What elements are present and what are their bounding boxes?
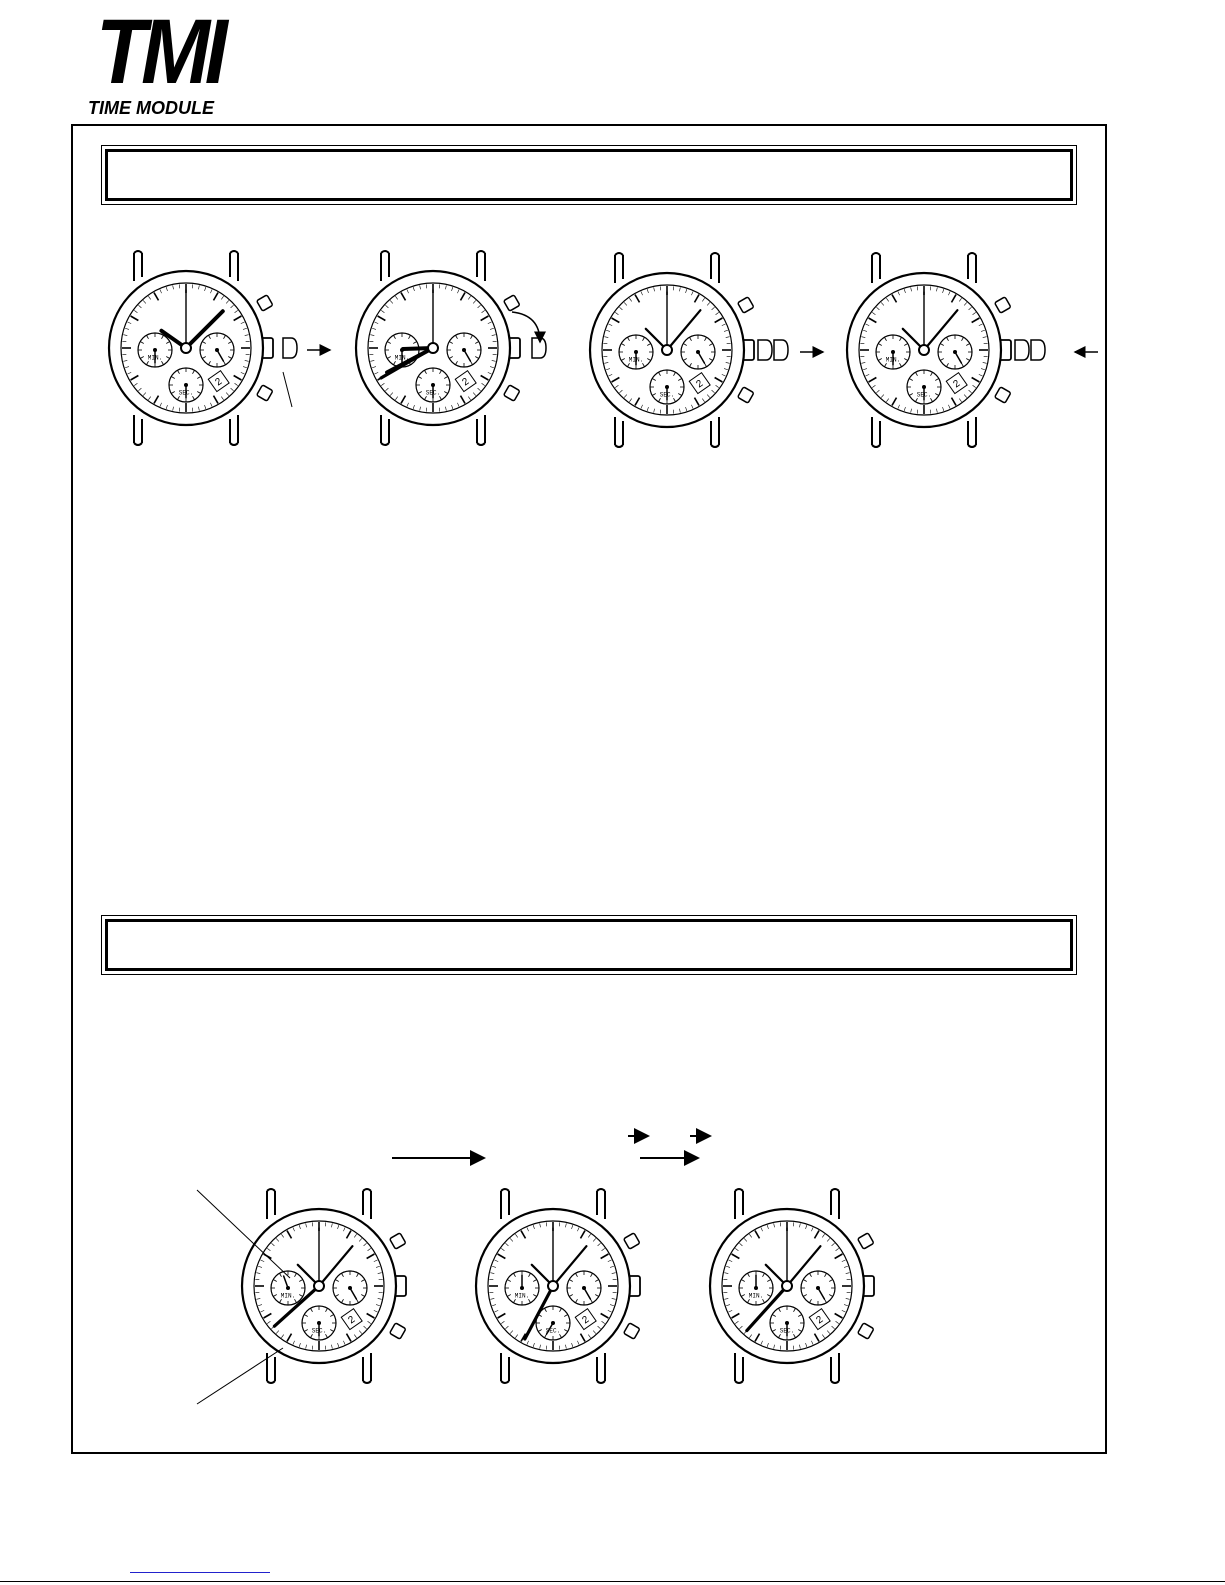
- crown-position: [1031, 340, 1045, 360]
- pusher-b: [738, 387, 754, 403]
- pusher-b: [995, 387, 1011, 403]
- date-numeral: 2: [951, 378, 963, 391]
- pusher-a: [995, 297, 1011, 313]
- date-numeral: 2: [346, 1314, 358, 1327]
- watch-diagram: [476, 1189, 640, 1383]
- pusher-b: [390, 1323, 406, 1339]
- subdial-label: MIN.: [280, 1292, 296, 1300]
- subdial-label: MIN.: [748, 1292, 764, 1300]
- subdial-label: MIN.: [628, 356, 644, 364]
- crown-position: [283, 338, 297, 358]
- pusher-a: [624, 1233, 640, 1249]
- watch-diagram: [847, 253, 1045, 447]
- subdial-label: SEC.: [178, 389, 194, 397]
- pusher-a: [858, 1233, 874, 1249]
- crown-position: [758, 340, 772, 360]
- watch-illustrations: [109, 251, 1045, 1383]
- subdial-label: SEC.: [311, 1327, 327, 1335]
- pusher-b: [257, 385, 273, 401]
- date-numeral: 2: [213, 376, 225, 389]
- pusher-b: [504, 385, 520, 401]
- pusher-a: [390, 1233, 406, 1249]
- pusher-a: [257, 295, 273, 311]
- watch-diagram: [590, 253, 788, 447]
- crown-position: [774, 340, 788, 360]
- subdial-label: SEC.: [916, 391, 932, 399]
- logo-mark: TMI: [96, 1, 223, 103]
- pusher-a: [738, 297, 754, 313]
- pusher-b: [624, 1323, 640, 1339]
- footer-link[interactable]: [130, 1572, 270, 1573]
- date-numeral: 2: [580, 1314, 592, 1327]
- subdial-label: MIN.: [394, 354, 410, 362]
- watch-diagram: [710, 1189, 874, 1383]
- footer-rule: [0, 1581, 1225, 1582]
- pusher-a: [504, 295, 520, 311]
- leader-line: [283, 372, 292, 407]
- watch-diagram: [109, 251, 297, 445]
- subdial-label: MIN.: [147, 354, 163, 362]
- logo-tagline: TIME MODULE: [88, 98, 214, 118]
- date-numeral: 2: [460, 376, 472, 389]
- subdial-label: SEC.: [425, 389, 441, 397]
- subdial-label: SEC.: [659, 391, 675, 399]
- crown-position: [1015, 340, 1029, 360]
- date-numeral: 2: [814, 1314, 826, 1327]
- subdial-label: SEC.: [779, 1327, 795, 1335]
- date-numeral: 2: [694, 378, 706, 391]
- subdial-label: MIN.: [514, 1292, 530, 1300]
- step-arrows: [307, 312, 1098, 1158]
- subdial-label: SEC.: [545, 1327, 561, 1335]
- pusher-b: [858, 1323, 874, 1339]
- watch-diagram: [356, 251, 546, 445]
- subdial-label: MIN.: [885, 356, 901, 364]
- watch-diagram: [242, 1189, 406, 1383]
- crown-position: [532, 338, 546, 358]
- leader-line: [197, 1348, 283, 1404]
